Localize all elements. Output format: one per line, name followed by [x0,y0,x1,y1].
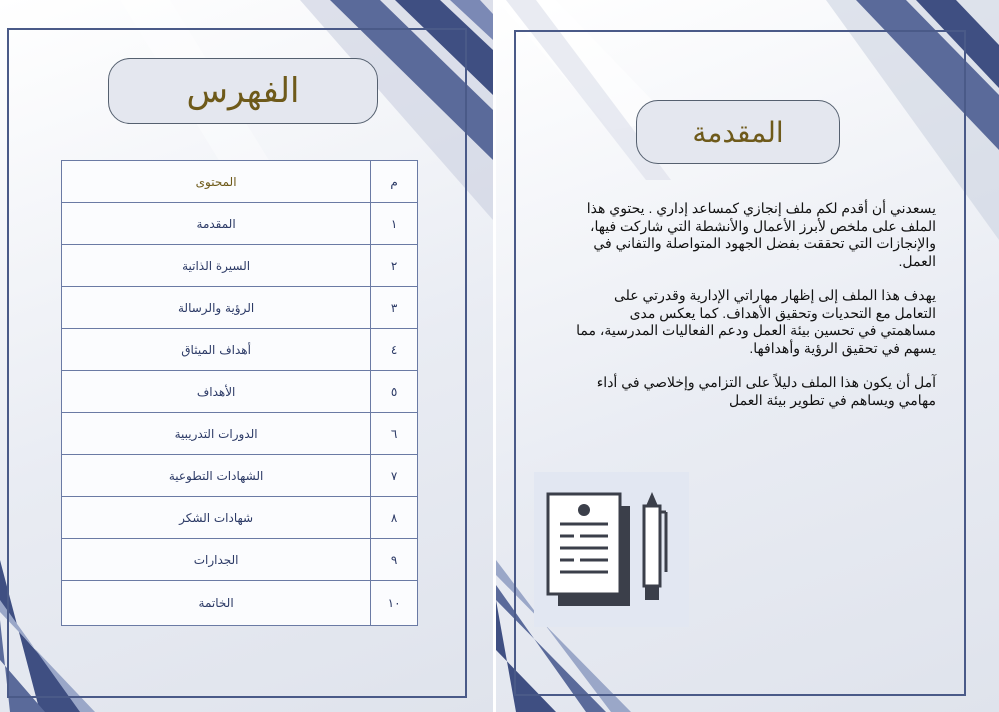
toc-row [62,455,418,497]
toc-item-title: شهادات الشكر [62,497,371,539]
toc-item-number: ٧ [371,455,418,497]
toc-item-number: ٩ [371,539,418,581]
toc-row [62,581,418,626]
toc-item-number: ٦ [371,413,418,455]
column-header-number: م [371,161,418,203]
toc-item-title: الشهادات التطوعية [62,455,371,497]
toc-item-number: ٣ [371,287,418,329]
toc-row [62,497,418,539]
intro-paragraph-1: يسعدني أن أقدم لكم ملف إنجازي كمساعد إداري . يحتوي هذا الملف على ملخص لأبرز الأعمال والأنشطة التي شاركت فيها، والإنجازات التي تحققت بفضل الجهود المتواصلة والتفاني في العمل. [586,200,936,269]
document-with-pen-icon [534,472,689,627]
toc-item-title: أهداف الميثاق [62,329,371,371]
column-header-content: المحتوى [62,161,371,203]
toc-item-number: ٥ [371,371,418,413]
table-header-row [62,161,418,203]
toc-item-number: ٢ [371,245,418,287]
intro-paragraph-2: يهدف هذا الملف إلى إظهار مهاراتي الإدارية وقدرتي على التعامل مع التحديات وتحقيق الأهداف. كما يعكس مدى مساهمتي في تحسين بيئة العمل ودعم الفعاليات المدرسية، مما يسهم في تحقيق الرؤية وأهدافها. [576,287,936,356]
toc-table [61,160,418,626]
toc-item-title: المقدمة [62,203,371,245]
toc-row [62,539,418,581]
toc-item-title: الدورات التدريبية [62,413,371,455]
toc-item-title: الرؤية والرسالة [62,287,371,329]
toc-row [62,245,418,287]
toc-item-title: الجدارات [62,539,371,581]
toc-page [0,0,493,712]
page-title: الفهرس [108,58,378,124]
toc-item-number: ١٠ [371,581,418,626]
toc-item-title: الأهداف [62,371,371,413]
toc-item-number: ٤ [371,329,418,371]
toc-item-title: السيرة الذاتية [62,245,371,287]
toc-item-title: الخاتمة [62,581,371,626]
intro-page [496,0,999,712]
toc-row [62,371,418,413]
toc-row [62,287,418,329]
intro-text [576,200,936,426]
toc-row [62,203,418,245]
toc-item-number: ٨ [371,497,418,539]
intro-paragraph-3: آمل أن يكون هذا الملف دليلاً على التزامي وإخلاصي في أداء مهامي ويساهم في تطوير بيئة العمل [596,374,936,408]
toc-row [62,413,418,455]
intro-title: المقدمة [636,100,840,164]
toc-row [62,329,418,371]
toc-item-number: ١ [371,203,418,245]
